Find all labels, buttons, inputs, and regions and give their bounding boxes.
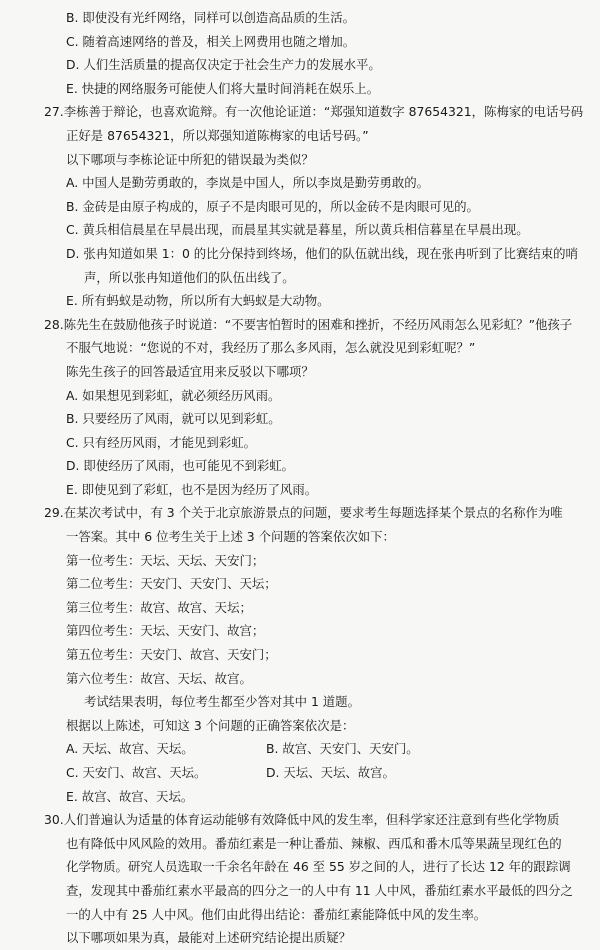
q26-option-b: B. 即使没有光纤网络，同样可以创造高品质的生活。 [66,10,355,25]
q30-question: 以下哪项如果为真，最能对上述研究结论提出质疑？ [66,930,351,946]
q27-stem-line: 27.李栋善于辩论，也喜欢诡辩。有一次他论证道：“郑强知道数字 87654321，陈梅家的电话号码 [44,104,584,120]
q26-option-e: E. 快捷的网络服务可能使人们将大量时间消耗在娱乐上。 [66,80,380,96]
q26-option-d: D. 人们生活质量的提高仅决定于社会生产力的发展水平。 [66,57,381,73]
q27-stem-line: 正好是 87654321，所以郑强知道陈梅家的电话号码。” [66,127,369,143]
q29-option-b: B. 故宫、天安门、天安门。 [266,741,419,757]
question-30 [44,808,574,950]
question-28 [44,313,574,502]
q28-stem-line: 不服气地说：“您说的不对，我经历了那么多风雨，怎么就没见到彩虹呢？” [66,340,476,356]
q27-option-d: D. 张冉知道如果 1：0 的比分保持到终场，他们的队伍就出线，现在张冉听到了比赛结束的哨 [66,245,578,261]
q29-option-e: E. 故宫、故宫、天坛。 [66,788,194,804]
q28-option-c: C. 只有经历风雨，才能见到彩虹。 [66,434,256,450]
q26-options [44,6,574,100]
q29-candidate-3: 第三位考生：故宫、故宫、天坛； [66,599,252,615]
q28-stem-line: 28.陈先生在鼓励他孩子时说道：“不要害怕暂时的困难和挫折，不经历风雨怎么见彩虹？”他孩子 [44,316,573,332]
q26-option-c: C. 随着高速网络的普及，相关上网费用也随之增加。 [66,33,356,49]
q29-candidate-6: 第六位考生：故宫、天坛、故宫。 [66,670,252,686]
q27-option-a: A. 中国人是勤劳勇敢的，李岚是中国人，所以李岚是勤劳勇敢的。 [66,175,430,191]
q30-stem-line: 查，发现其中番茄红素水平最高的四分之一的人中有 11 人中风，番茄红素水平最低的四分之 [66,882,573,898]
q27-option-c: C. 黄兵相信晨星在早晨出现，而晨星其实就是暮星，所以黄兵相信暮星在早晨出现。 [66,222,529,238]
q29-option-c: C. 天安门、故宫、天坛。 [66,765,207,780]
q30-stem-line: 也有降低中风风险的效用。番茄红素是一种让番茄、辣椒、西瓜和番木瓜等果蔬呈现红色的 [66,835,562,851]
q27-question: 以下哪项与李栋论证中所犯的错误最为类似？ [66,151,314,167]
q30-stem-line: 一的人中有 25 人中风。他们由此得出结论：番茄红素能降低中风的发生率。 [66,906,487,922]
q30-stem-line: 30.人们普遍认为适量的体育运动能够有效降低中风的发生率，但科学家还注意到有些化学物质 [44,812,560,828]
q29-result: 考试结果表明，每位考生都至少答对其中 1 道题。 [84,694,360,710]
q28-option-e: E. 即使见到了彩虹，也不是因为经历了风雨。 [66,481,318,497]
q29-options-row-2 [44,761,574,785]
q28-question: 陈先生孩子的回答最适宜用来反驳以下哪项？ [66,363,314,379]
q29-candidate-5: 第五位考生：天安门、故宫、天安门； [66,647,277,663]
q29-candidate-1: 第一位考生：天坛、天坛、天安门； [66,552,265,568]
q27-option-b: B. 金砖是由原子构成的，原子不是肉眼可见的，所以金砖不是肉眼可见的。 [66,198,479,214]
q27-option-d-cont: 声，所以张冉知道他们的队伍出线了。 [84,269,295,285]
question-29 [44,501,574,808]
q29-question: 根据以上陈述，可知这 3 个问题的正确答案依次是： [66,717,355,733]
q28-option-a: A. 如果想见到彩虹，就必须经历风雨。 [66,387,281,403]
q29-option-d: D. 天坛、天坛、故宫。 [266,765,395,780]
q29-candidate-4: 第四位考生：天坛、天安门、故宫； [66,623,265,639]
question-27 [44,100,584,312]
q29-options-row-1 [44,737,574,761]
q28-option-b: B. 只要经历了风雨，就可以见到彩虹。 [66,411,281,427]
q29-stem-line: 一答案。其中 6 位考生关于上述 3 个问题的答案依次如下： [66,529,395,545]
q28-option-d: D. 即使经历了风雨，也可能见不到彩虹。 [66,458,295,474]
q27-option-e: E. 所有蚂蚁是动物，所以所有大蚂蚁是大动物。 [66,293,330,309]
q29-stem-line: 29.在某次考试中，有 3 个关于北京旅游景点的问题，要求考生每题选择某个景点的名称作为唯 [44,505,563,521]
q30-stem-line: 化学物质。研究人员选取一千余名年龄在 46 至 55 岁之间的人，进行了长达 12 年的跟踪调 [66,859,571,875]
q29-candidate-2: 第二位考生：天安门、天安门、天坛； [66,576,277,592]
q29-option-a: A. 天坛、故宫、天坛。 [66,741,194,757]
